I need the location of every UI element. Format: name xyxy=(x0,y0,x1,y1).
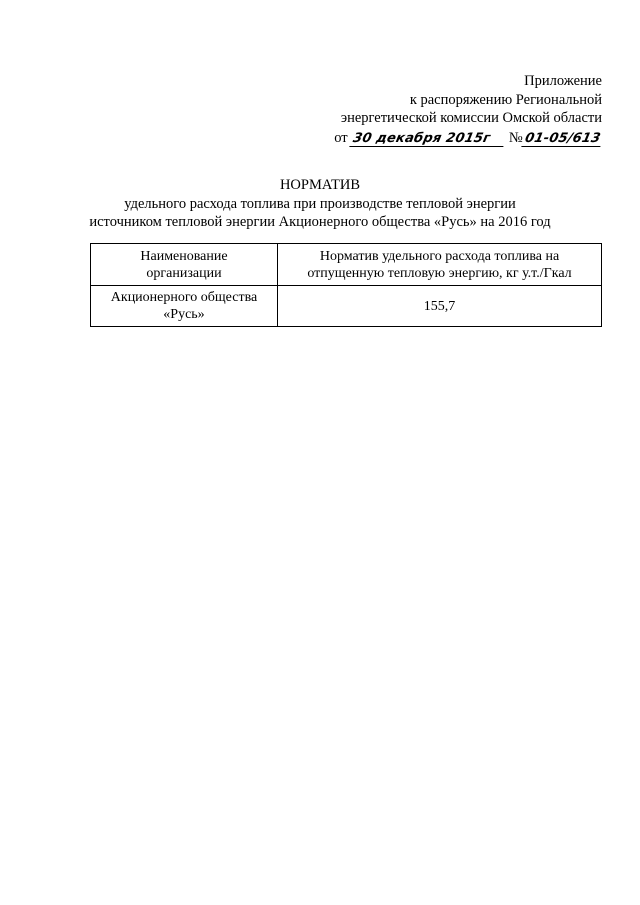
document-subtitle-line-1: удельного расхода топлива при производстве тепловой энергии xyxy=(124,195,516,212)
header-organization xyxy=(91,244,278,286)
header-norm xyxy=(278,244,602,286)
norm-table xyxy=(90,243,602,327)
number-prefix: № xyxy=(508,129,523,146)
date-prefix: от xyxy=(334,129,348,146)
cell-organization-line-2: «Русь» xyxy=(163,307,205,322)
header-norm-line-2: отпущенную тепловую энергию, кг у.т./Гкал xyxy=(307,265,572,281)
document-heading: НОРМАТИВ xyxy=(279,177,361,193)
handwritten-number: 01-05/613 xyxy=(521,131,604,147)
annex-commission-line: энергетической комиссии Омской области xyxy=(340,110,602,126)
header-norm-line-1: Норматив удельного расхода топлива на xyxy=(319,248,560,264)
document-subtitle-line-2: источником тепловой энергии Акционерного общества «Русь» на 2016 год xyxy=(89,214,551,230)
cell-organization xyxy=(91,286,278,327)
table-header-row xyxy=(91,244,602,286)
cell-norm-value: 155,7 xyxy=(278,286,602,327)
header-organization-line-1: Наименование xyxy=(140,248,228,264)
annex-title: Приложение xyxy=(524,73,602,89)
document-title-block xyxy=(0,176,640,232)
annex-order-line: к распоряжению Региональной xyxy=(409,91,602,108)
annex-date-number-line xyxy=(334,129,602,148)
table-row xyxy=(91,286,602,327)
cell-organization-line-1: Акционерного общества xyxy=(110,290,258,305)
header-organization-line-2: организации xyxy=(146,265,222,281)
annex-header xyxy=(334,72,602,147)
handwritten-date: 30 декабря 2015г xyxy=(350,131,507,147)
